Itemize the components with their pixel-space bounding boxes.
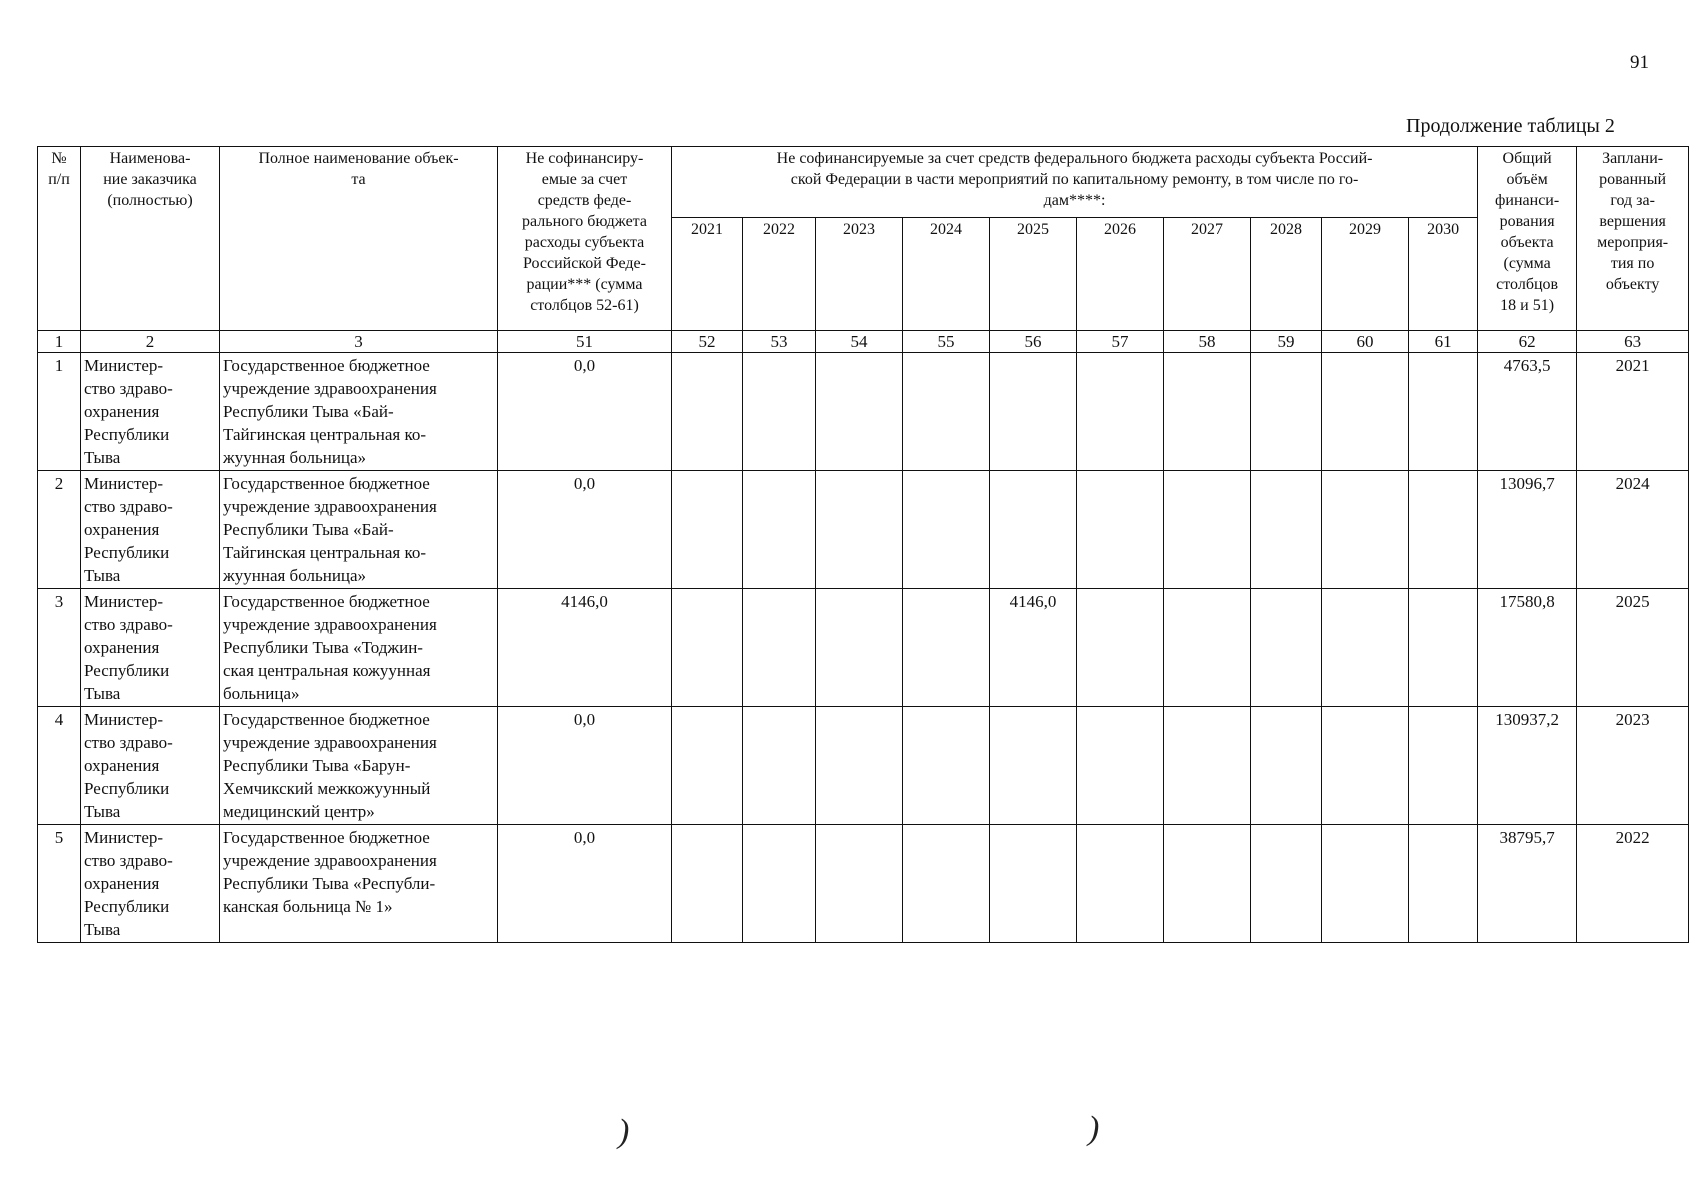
row-year-end: 2023: [1577, 707, 1689, 825]
row-object: Государственное бюджетное учреждение здравоохранения Республики Тыва «Барун- Хемчикский межкожуунный медицинский центр»: [220, 707, 498, 825]
header-year-2026: 2026: [1077, 218, 1164, 331]
row-num: 2: [38, 471, 81, 589]
row-customer: Министер- ство здраво- охранения Республики Тыва: [81, 825, 220, 943]
row-total: 38795,7: [1478, 825, 1577, 943]
column-number: 52: [672, 331, 743, 353]
row-year-2024: [903, 353, 990, 471]
row-year-2026: [1077, 707, 1164, 825]
row-total: 17580,8: [1478, 589, 1577, 707]
row-year-2023: [816, 589, 903, 707]
row-year-2026: [1077, 589, 1164, 707]
row-customer: Министер- ство здраво- охранения Республики Тыва: [81, 707, 220, 825]
column-number: 1: [38, 331, 81, 353]
row-year-2027: [1164, 707, 1251, 825]
row-object: Государственное бюджетное учреждение здравоохранения Республики Тыва «Бай- Тайгинская центральная ко- жуунная больница»: [220, 471, 498, 589]
row-year-2024: [903, 707, 990, 825]
row-year-2028: [1251, 589, 1322, 707]
header-not-cofinanced-by-year: Не софинансируемые за счет средств федерального бюджета расходы субъекта Россий- ской Федерации в части мероприятий по капитальному ремонту, в том числе по го- дам****:: [672, 147, 1478, 218]
row-col51: 0,0: [498, 471, 672, 589]
column-number: 2: [81, 331, 220, 353]
row-num: 1: [38, 353, 81, 471]
column-number: 61: [1409, 331, 1478, 353]
header-object: Полное наименование объек- та: [220, 147, 498, 331]
row-year-2026: [1077, 471, 1164, 589]
header-planned-year: Заплани- рованный год за- вершения мероприя- тия по объекту: [1577, 147, 1689, 331]
column-number: 54: [816, 331, 903, 353]
row-year-2030: [1409, 825, 1478, 943]
column-number: 55: [903, 331, 990, 353]
table-row: [38, 589, 1689, 707]
row-year-2022: [743, 589, 816, 707]
header-year-2028: 2028: [1251, 218, 1322, 331]
row-year-2027: [1164, 353, 1251, 471]
header-year-2027: 2027: [1164, 218, 1251, 331]
header-total-financing: Общий объём финанси- рования объекта (сумма столбцов 18 и 51): [1478, 147, 1577, 331]
row-year-2023: [816, 353, 903, 471]
column-number: 53: [743, 331, 816, 353]
row-customer: Министер- ство здраво- охранения Республики Тыва: [81, 353, 220, 471]
page-number: 91: [1630, 52, 1649, 73]
row-year-2029: [1322, 471, 1409, 589]
header-year-2024: 2024: [903, 218, 990, 331]
column-number: 57: [1077, 331, 1164, 353]
row-year-2025: [990, 707, 1077, 825]
row-year-2021: [672, 589, 743, 707]
table-row: [38, 707, 1689, 825]
column-number-row: [38, 331, 1689, 353]
row-year-2022: [743, 707, 816, 825]
row-year-2029: [1322, 707, 1409, 825]
row-year-2027: [1164, 825, 1251, 943]
row-object: Государственное бюджетное учреждение здравоохранения Республики Тыва «Республи- канская больница № 1»: [220, 825, 498, 943]
row-year-2030: [1409, 707, 1478, 825]
table-row: [38, 471, 1689, 589]
column-number: 62: [1478, 331, 1577, 353]
row-year-2029: [1322, 825, 1409, 943]
header-not-cofinanced-total: Не софинансиру- емые за счет средств феде- рального бюджета расходы субъекта Российской Феде- рации*** (сумма столбцов 52-61): [498, 147, 672, 331]
row-year-2022: [743, 471, 816, 589]
row-year-2025: [990, 353, 1077, 471]
row-total: 4763,5: [1478, 353, 1577, 471]
table-row: [38, 353, 1689, 471]
row-year-end: 2021: [1577, 353, 1689, 471]
row-year-2021: [672, 471, 743, 589]
row-col51: 0,0: [498, 825, 672, 943]
row-total: 130937,2: [1478, 707, 1577, 825]
column-number: 60: [1322, 331, 1409, 353]
header-year-2023: 2023: [816, 218, 903, 331]
row-year-2029: [1322, 353, 1409, 471]
header-num: № п/п: [38, 147, 81, 331]
row-year-2023: [816, 707, 903, 825]
row-object: Государственное бюджетное учреждение здравоохранения Республики Тыва «Бай- Тайгинская центральная ко- жуунная больница»: [220, 353, 498, 471]
header-year-2021: 2021: [672, 218, 743, 331]
row-year-2028: [1251, 707, 1322, 825]
header-year-2025: 2025: [990, 218, 1077, 331]
column-number: 51: [498, 331, 672, 353]
row-year-2028: [1251, 471, 1322, 589]
row-year-2030: [1409, 471, 1478, 589]
row-year-2026: [1077, 825, 1164, 943]
row-year-2030: [1409, 353, 1478, 471]
row-year-2029: [1322, 589, 1409, 707]
row-year-2023: [816, 825, 903, 943]
header-year-2030: 2030: [1409, 218, 1478, 331]
row-customer: Министер- ство здраво- охранения Республики Тыва: [81, 471, 220, 589]
financing-table: [37, 146, 1689, 943]
scan-mark: ): [618, 1113, 630, 1150]
row-col51: 0,0: [498, 353, 672, 471]
column-number: 59: [1251, 331, 1322, 353]
row-customer: Министер- ство здраво- охранения Республики Тыва: [81, 589, 220, 707]
row-year-2024: [903, 471, 990, 589]
column-number: 3: [220, 331, 498, 353]
table-row: [38, 825, 1689, 943]
row-year-2025: [990, 825, 1077, 943]
row-year-end: 2022: [1577, 825, 1689, 943]
row-num: 4: [38, 707, 81, 825]
row-col51: 0,0: [498, 707, 672, 825]
row-year-2022: [743, 825, 816, 943]
row-num: 5: [38, 825, 81, 943]
column-number: 63: [1577, 331, 1689, 353]
row-year-end: 2025: [1577, 589, 1689, 707]
row-year-2027: [1164, 471, 1251, 589]
row-total: 13096,7: [1478, 471, 1577, 589]
row-num: 3: [38, 589, 81, 707]
row-year-2025: [990, 471, 1077, 589]
table-continuation-label: Продолжение таблицы 2: [1406, 115, 1615, 137]
row-year-2024: [903, 825, 990, 943]
row-object: Государственное бюджетное учреждение здравоохранения Республики Тыва «Тоджин- ская центральная кожуунная больница»: [220, 589, 498, 707]
header-year-2022: 2022: [743, 218, 816, 331]
row-year-end: 2024: [1577, 471, 1689, 589]
row-year-2021: [672, 353, 743, 471]
row-year-2028: [1251, 353, 1322, 471]
row-year-2030: [1409, 589, 1478, 707]
row-year-2025: 4146,0: [990, 589, 1077, 707]
column-number: 56: [990, 331, 1077, 353]
header-year-2029: 2029: [1322, 218, 1409, 331]
row-year-2021: [672, 707, 743, 825]
row-year-2026: [1077, 353, 1164, 471]
scan-mark: ): [1088, 1110, 1100, 1147]
row-year-2023: [816, 471, 903, 589]
column-number: 58: [1164, 331, 1251, 353]
header-customer: Наименова- ние заказчика (полностью): [81, 147, 220, 331]
row-col51: 4146,0: [498, 589, 672, 707]
row-year-2024: [903, 589, 990, 707]
row-year-2022: [743, 353, 816, 471]
row-year-2028: [1251, 825, 1322, 943]
row-year-2021: [672, 825, 743, 943]
row-year-2027: [1164, 589, 1251, 707]
